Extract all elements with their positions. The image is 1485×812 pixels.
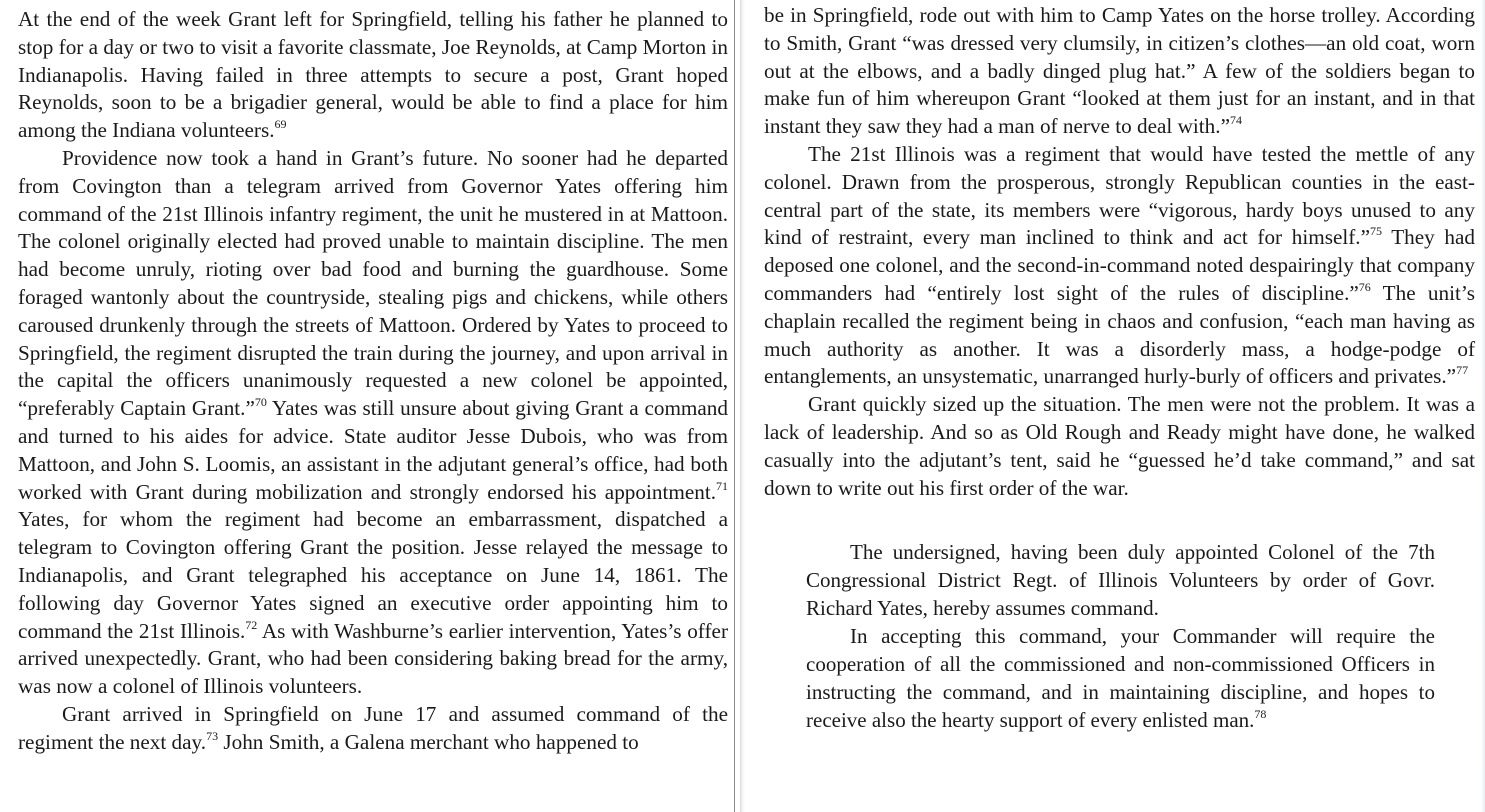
paragraph-text: As with Washburne’s earlier intervention, Yates’s offer arrived unexpectedly. Grant, who had been considering baking bread for the army, was now a colonel of Illinois volunteers. [18, 618, 728, 699]
page-divider [734, 0, 735, 812]
paragraph-text: Yates was still unsure about giving Grant a command and turned to his aides for advice. State auditor Jesse Dubois, who was from Mattoon, and John S. Loomis, an assistant in the adjutant general’s office, had both worked with Grant during mobilization and strongly endorsed his appointment. [18, 396, 728, 504]
paragraph-text: The unit’s chaplain recalled the regiment being in chaos and confusion, “each man having as much authority as another. It was a disorderly mass, a hodge-podge of entanglements, an unsystematic, unarranged hurly-burly of officers and privates.” [764, 280, 1475, 389]
quote-text: The undersigned, having been duly appointed Colonel of the 7th Congressional District Regt. of Illinois Volunteers by order of Govr. Richard Yates, hereby assumes command. [806, 540, 1435, 621]
paragraph-text: John Smith, a Galena merchant who happened to [218, 729, 639, 754]
left-page [0, 0, 740, 812]
paragraph-text: Grant quickly sized up the situation. The men were not the problem. It was a lack of leadership. And so as Old Rough and Ready might have done, he walked casually into the adjutant’s tent, said he “guessed he’d take command,” and sat down to write out his first order of the war. [764, 392, 1475, 500]
quote-paragraph-1 [806, 538, 1435, 622]
block-quote-order [806, 538, 1435, 734]
paragraph-text: Yates, for whom the regiment had become an embarrassment, dispatched a telegram to Covington offering Grant the position. Jesse relayed the message to Indianapolis, and Grant telegraphed his acceptance on June 14, 1861. The following day Governor Yates signed an executive order appointing him to command the 21st Illinois. [18, 507, 728, 643]
paragraph-text: Providence now took a hand in Grant’s future. No sooner had he departed from Covington than a telegram arrived from Governor Yates offering him command of the 21st Illinois infantry regiment, the unit he mustered in at Mattoon. The colonel originally elected had proved unable to maintain discipline. The men had become unruly, rioting over bad food and burning the guardhouse. Some foraged wantonly about the countryside, stealing pigs and chickens, while others caroused drunkenly through the streets of Mattoon. Ordered by Yates to proceed to Springfield, the regiment disrupted the train during the journey, and upon arrival in the capital the officers unanimously requested a new colonel be appointed, “preferably Captain Grant.” [18, 145, 728, 421]
footnote-ref: 78 [1254, 707, 1267, 722]
right-page [746, 0, 1485, 812]
footnote-ref: 70 [254, 395, 267, 410]
paragraph-text: At the end of the week Grant left for Springfield, telling his father he planned to stop for a day or two to visit a favorite classmate, Joe Reynolds, at Camp Morton in Indianapolis. Having failed in three attempts to secure a post, Grant hoped Reynolds, soon to be a brigadier general, would be able to find a place for him among the Indiana volunteers. [18, 7, 728, 143]
page-edge [1481, 0, 1485, 812]
footnote-ref: 71 [716, 478, 728, 493]
footnote-ref: 77 [1456, 363, 1469, 378]
footnote-ref: 73 [206, 728, 219, 743]
right-paragraph-2 [764, 141, 1475, 391]
quote-text: In accepting this command, your Commander will require the cooperation of all the commissioned and non-commissioned Officers in instructing the command, and in maintaining discipline, and hopes to receive also the hearty support of every enlisted man. [806, 624, 1435, 733]
footnote-ref: 72 [245, 617, 258, 632]
footnote-ref: 74 [1229, 113, 1242, 128]
paragraph-text: The 21st Illinois was a regiment that would have tested the mettle of any colonel. Drawn from the prosperous, strongly Republican counties in the east-central part of the state, its members were “vigorous, hardy boys unused to any kind of restraint, every man inclined to think and act for himself.” [764, 141, 1475, 250]
footnote-ref: 75 [1370, 224, 1382, 239]
quote-paragraph-2 [806, 622, 1435, 734]
paragraph-text: They had deposed one colonel, and the second-in-command noted despairingly that company commanders had “entirely lost sight of the rules of discipline.” [764, 225, 1475, 305]
paragraph-text: Grant arrived in Springfield on June 17 and assumed command of the regiment the next day. [18, 701, 728, 754]
left-paragraph-2 [18, 145, 728, 701]
left-paragraph-3 [18, 701, 728, 757]
footnote-ref: 76 [1358, 279, 1371, 294]
right-paragraph-3 [764, 391, 1475, 502]
paragraph-text: be in Springfield, rode out with him to Camp Yates on the horse trolley. According to Smith, Grant “was dressed very clumsily, in citizen’s clothes—an old coat, worn out at the elbows, and a badly dinged plug hat.” A few of the soldiers began to make fun of him whereupon Grant “looked at them just for an instant, and in that instant they saw they had a man of nerve to deal with.” [764, 3, 1475, 139]
left-paragraph-1 [18, 6, 728, 145]
footnote-ref: 69 [274, 117, 287, 132]
right-paragraph-1 [764, 2, 1475, 141]
